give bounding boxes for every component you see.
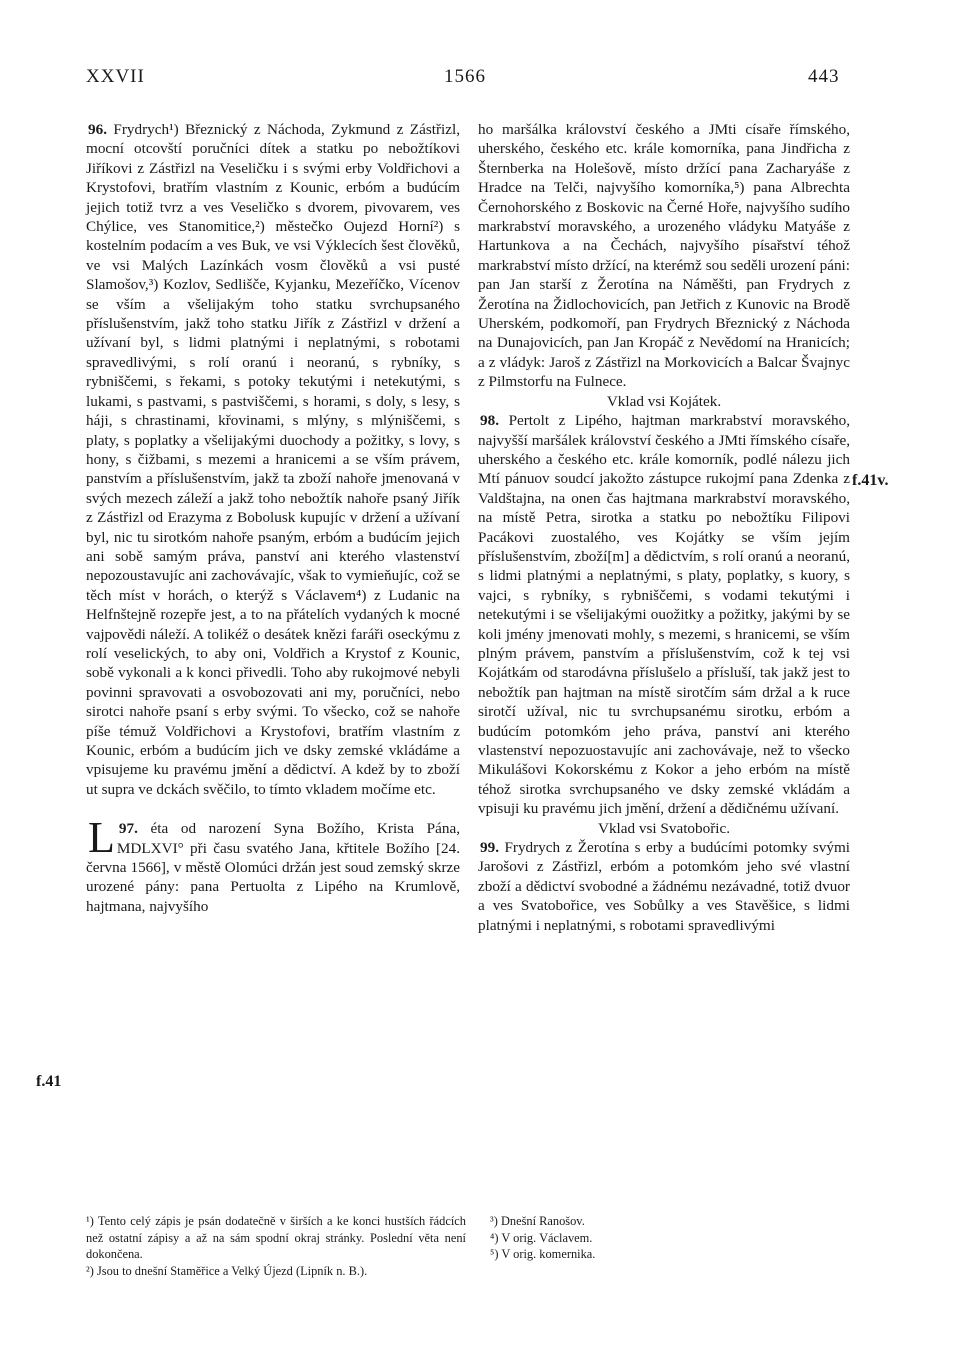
right-column — [478, 120, 850, 935]
drop-cap: L — [88, 813, 115, 863]
section-heading: Vklad vsi Svatobořic. — [597, 819, 731, 837]
page-number: 443 — [808, 66, 840, 87]
footnote-4: ⁴) V orig. Václavem. — [490, 1230, 593, 1245]
entry-number: 97. — [118, 820, 138, 838]
margin-note-folio-right: f.41v. — [852, 472, 889, 489]
entry-97 — [86, 813, 460, 916]
entry-number: 96. — [88, 121, 107, 138]
continuation-text: ho maršálka království českého a JMti císaře římského, uherského, českého etc. krále komorníka, pana Jindřicha z Šternberka na Holešově, místo držící pana Zacharyáše z Hradce na Telči, najvyšího komorníka,⁵) pana Albrechta Černohorského z Boskovic na Černé Hoře, najvyšího sudího markrabství moravského, a urozeného vládyku Matyáše z Hartunkova a na Čechách, najvyšího písařství téhož markrabství místo držící, na kterémž sou seděli urození páni: pan Jan starší z Žerotína na Náměšti, pan Frydrych z Žerotína na Židlochovicích, pan Jetřich z Kunovic na Brodě Uherském, podkomoří, pan Frydrych Březnický z Náchoda na Dunajovicích, pan Jan Kropáč z Nevědomí na Hranicích; a z vládyk: Jaroš z Zástřizl na Morkovicích a Balcar Švajnyc z Pilmstorfu na Fulnece. — [478, 121, 850, 391]
section-heading: Vklad vsi Kojátek. — [606, 392, 722, 410]
entry-text: Frydrych¹) Březnický z Náchoda, Zykmund z Zástřizl, mocní otcovští poručníci dítek a statku po nebožtíkovi Jiříkovi z Zástřizl na Veseličku i s svými erby Voldřichovi a Krystofovi, bratřím vlastním z Kounic, erbóm a budúcím jejich totiž tvrz a ves Veseličko s dvorem, pivovarem, ves Chýlice, ves Stanomitice,²) městečko Oujezd Horní²) s kostelním podacím a ves Buk, ve vsi Výklecích šest člověků, ve vsi Malých Lazínkách vosm člověků a vsi pusté Slamošov,³) Kozlov, Sedlišče, Kyjanku, Mezeříčko, Vícenov se vším a všelijakým toho statku svrchupsaného příslušenstvím, jakž toho statku Jiřík z Zástřizl v držení a užívaní byl, s lidmi platnými i neplatnými, s robotami spravedlivými, s rolí oranú i neoranú, s rybníky, s rybniščemi, s řekami, s potoky tekutými i netekutými, s lukami, s pastvami, s pastviščemi, s horami, s doly, s lesy, s háji, s chrastinami, křovinami, s mlýny, s mlýniščemi, s platy, s poplatky a všelijakými duochody a požitky, s lovy, s hony, s čižbami, s mezemi a hranicemi a se vším právem, panstvím a příslušenstvím, jakž ta zboží nahoře jmenovaná v svých mezech záleží a jakž toho nebožtík nahoře psaný Jiřík z Zástřizl od Erazyma z Bobolusk kupujíc v držení a užívaní byl, nic tu sirotkóm nahoře psaným, erbóm a budúcím jejich ani sobě samým práva, panství ani kterého vlastenství nepozoustavujíc ani zachovávajíc, však to vymieňujíc, což se těch míst v horách, o kterýž s Václavem⁴) z Ludanic na Helfnštejně rozepře jest, a to na přátelích vydaných k mocné vajpovědi náleží. A tolikéž o desátek knězi faráři oseckýmu z rolí veselických, to aby oni, Voldřich a Krystof z Kounic, sobě vykonali a k konci přivedli. Toho aby rukojmové nebyli povinni spravovati a osvobozovati ani my, poručníci, nebo sirotci nahoře psaní s erby svými. To všecko, což se nahoře píše témuž Voldřichovi a Krystofovi, bratřím vlastním z Kounic, erbóm a budúcím jich ve dsky zemské vkládáme a vpisujeme ku pravému jmění a dědictví. A kdež by to zboží ut supra ve dckách svěčilo, to tímto vkladem močíme etc. — [86, 121, 460, 798]
footnote-3: ³) Dnešní Ranošov. — [490, 1214, 585, 1228]
year-heading: 1566 — [444, 66, 486, 87]
entry-text: éta od narození Syna Božího, Krista Pána, MDLXVI° při času svatého Jana, křtitele Božího [24. června 1566], v městě Olomúci držán jest soud zemský skrze urozené pány: pana Pertuolta z Lipého na Krumlově, hajtmana, najvyšího — [86, 820, 460, 915]
margin-note-folio-left: f.41 — [36, 1073, 62, 1090]
footnote-5: ⁵) V orig. komernika. — [490, 1247, 596, 1261]
entry-number: 98. — [480, 412, 499, 430]
entry-text: Frydrych z Žerotína s erby a budúcími potomky svými Jarošovi z Zástřizl, erbóm a potomkóm jeho své vlastní zboží a dědictví svobodné a žádnému nezávadné, totiž dvuor a ves Svatobořice, ves Sobůlky a ves Stavěšice, s lidmi platnými i neplatnými, s robotami spravedlivými — [478, 839, 851, 934]
entry-text: Pertolt z Lipého, hajtman markrabství moravského, najvyšší maršálek království českého a JMti římského císaře, uherského a českého etc. krále komorník, podlé nálezu jich Mtí pánuov soudcí jakožto zástupce rukojmí pana Zdenka z Valdštajna, na onen čas hajtmana markrabství moravského, na místě Petra, sirotka a statku po nebožtíku Filipovi Pacákovi zuostalého, ves Kojátky se vším jejím příslušenstvím, zboží[m] a dědictvím, s rolí oranú a neoranú, s lidmi platnými a neplatnými, s platy, poplatky, s kuory, s vajci, s rybníky, s rybniščemi, s vodami tekutými i netekutými i se všelijakými ouožitky a požitky, jakými by se koli jmény jmenovati mohly, s mezemi, s hranicemi, se vším plným právem, panstvím a příslušenstvím, což k tej vsi Kojátkám od starodávna příslušelo a přísluší, tak jakž jest to nebožtík pan hajtman na místě sirotčím sám držal a k ruce sirotčí užíval, nic tu svrchupsanému sirotku, erbóm a budúcím potomkóm jeho práva, panství ani kterého vlastenství nepozuostavujíc ani zachovávaje, než to všecko Mikulášovi Kokorskému z Kokor a jeho erbóm na místě téhož sirotka svrchupsaného ve dsky zemské vkládám a vpisuji ku pravému jich jmění, držení a dědičnému užívaní. — [478, 412, 850, 818]
footnote-1: ¹) Tento celý zápis je psán dodatečně v širších a ke konci hustších řádcích než ostatní zápisy a až na sám spodní okraj stránky. Poslední věta není dokončena. — [86, 1214, 466, 1261]
chapter-number: XXVII — [86, 66, 145, 87]
entry-number: 99. — [480, 839, 499, 857]
entry-96 — [86, 120, 460, 799]
footnotes-right — [490, 1213, 790, 1263]
footnotes-left — [86, 1213, 466, 1279]
entry-98 — [478, 411, 850, 819]
entry-99 — [478, 838, 850, 935]
footnote-2: ²) Jsou to dnešní Staměřice a Velký Újezd (Lipník n. B.). — [86, 1263, 368, 1278]
left-column — [86, 120, 460, 916]
